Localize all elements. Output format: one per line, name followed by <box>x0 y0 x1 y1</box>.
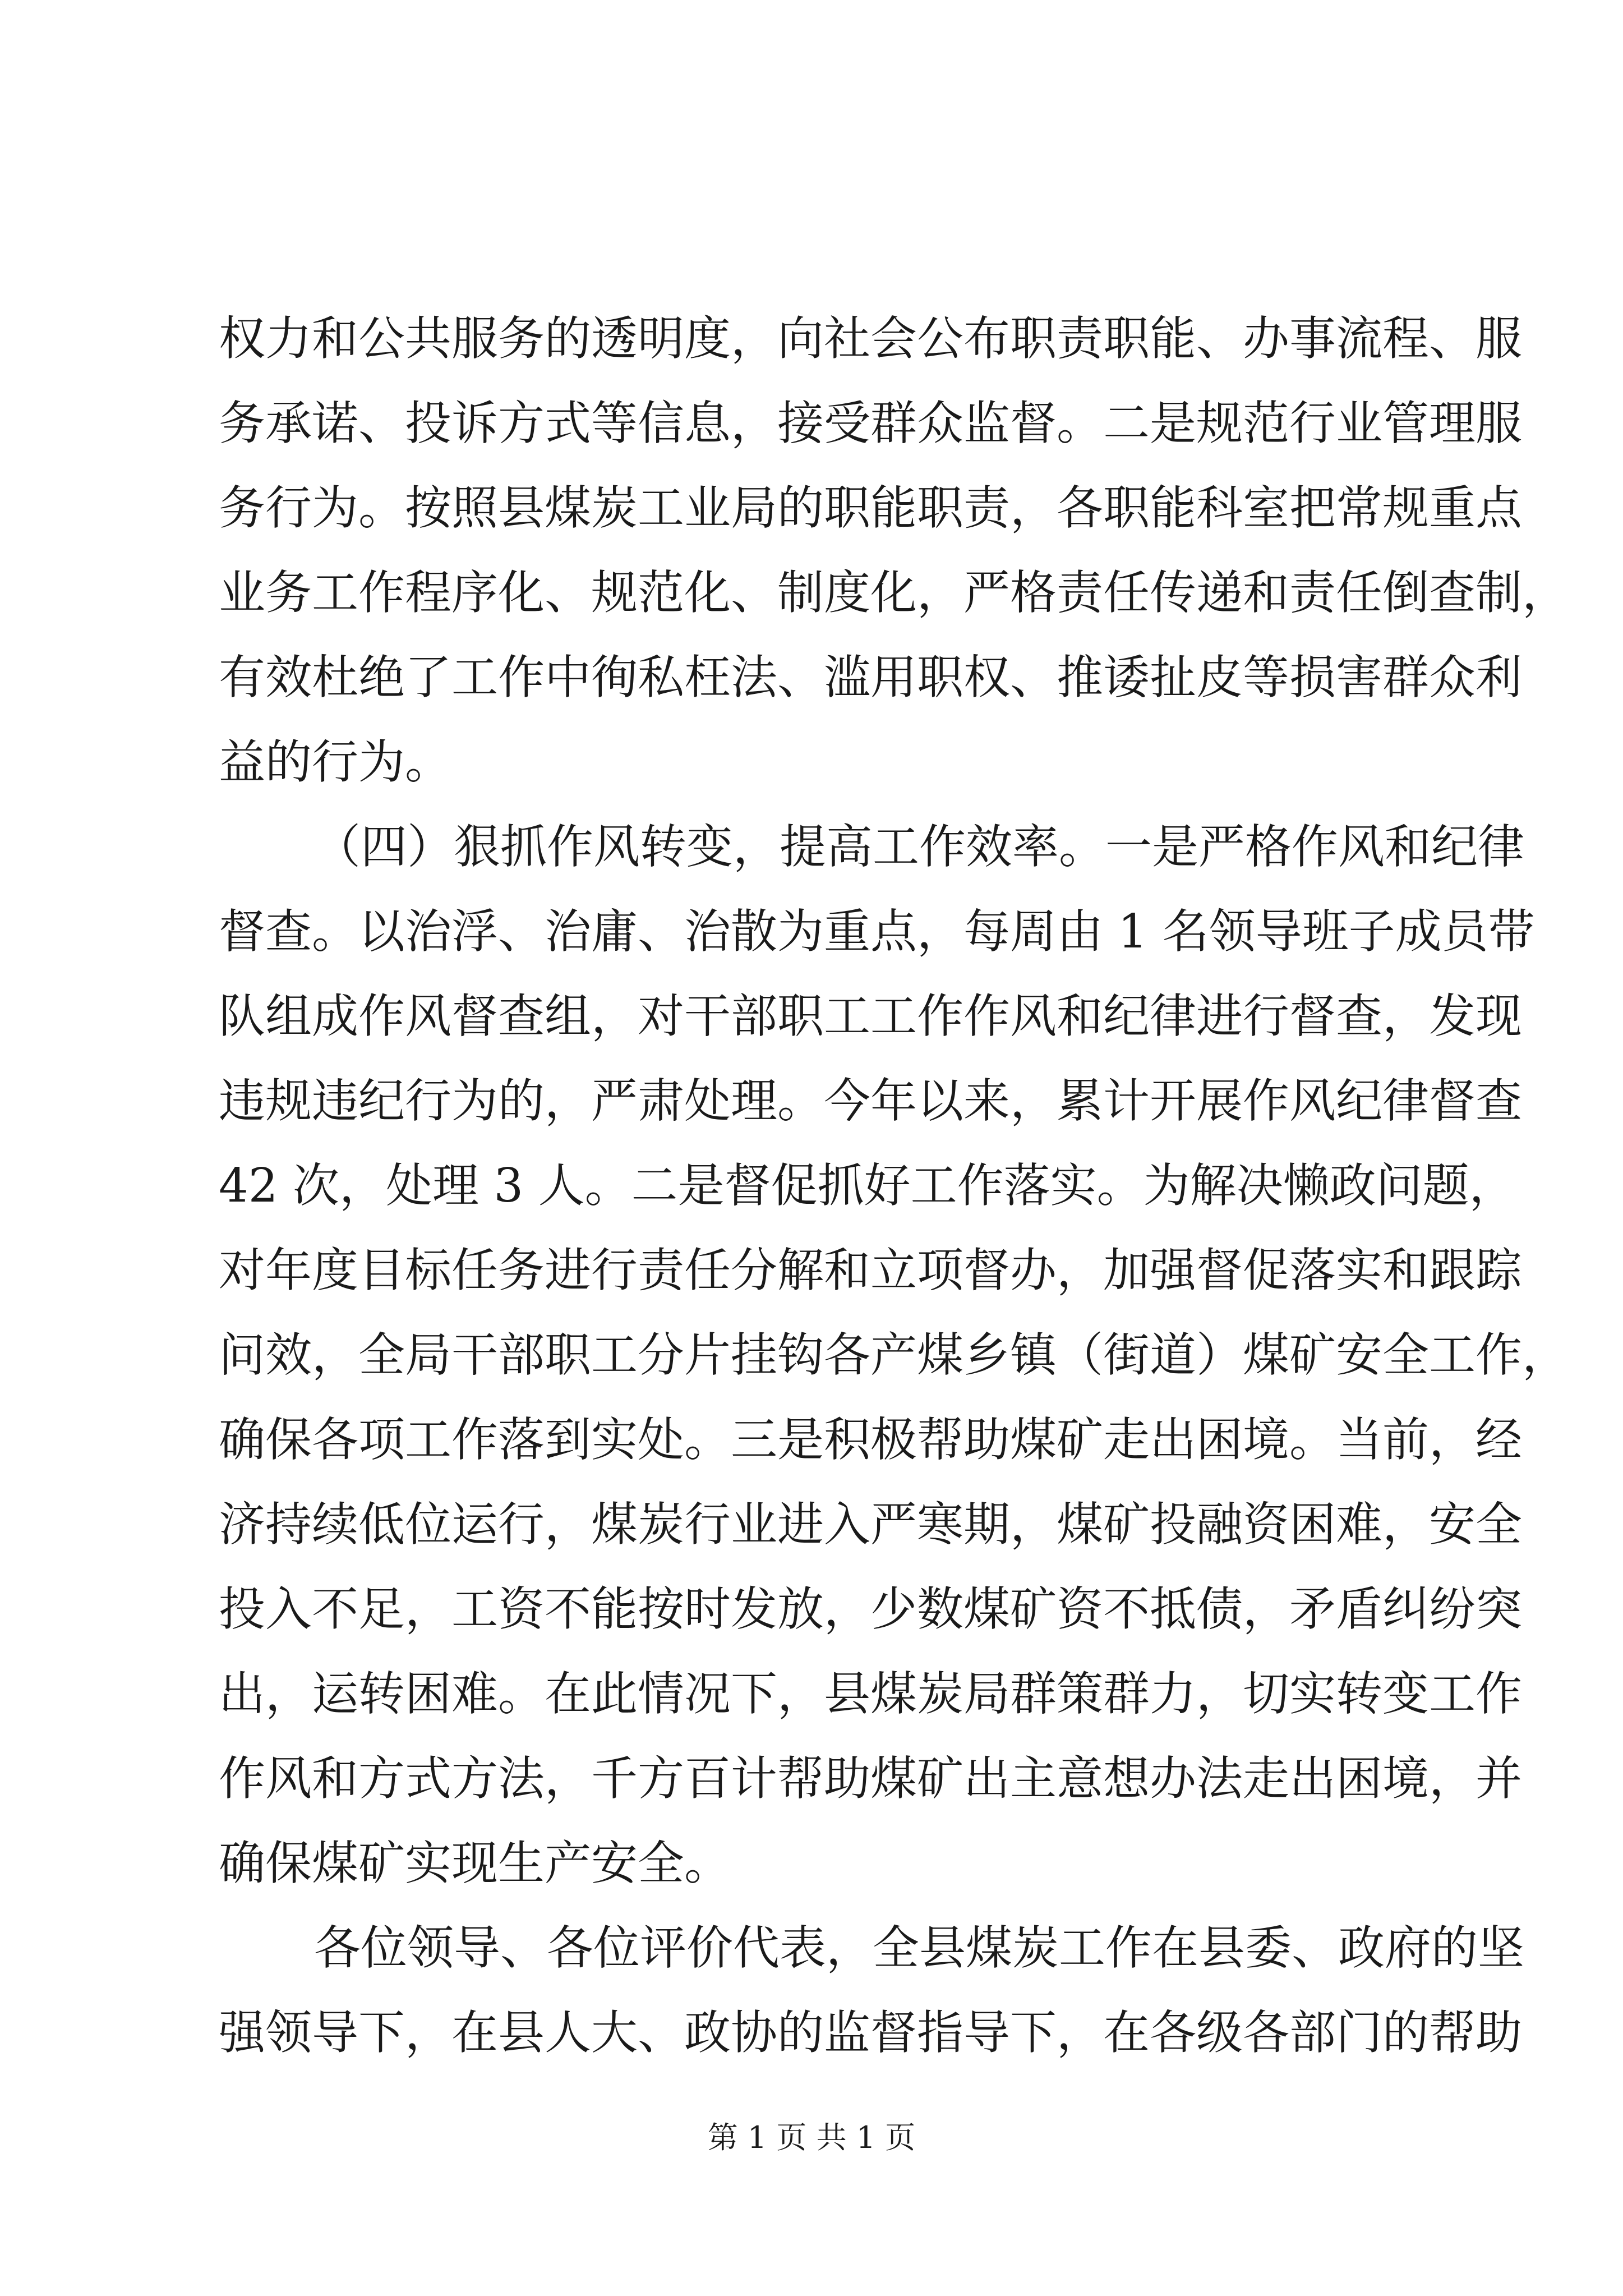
text-line: 确保煤矿实现生产安全。 <box>219 1836 731 1890</box>
text-line: 权力和公共服务的透明度，向社会公布职责职能、办事流程、服 <box>219 311 1522 366</box>
text-line: 队组成作风督查组，对干部职工工作作风和纪律进行督查，发现 <box>219 989 1522 1043</box>
text-line: 42 次，处理 3 人。二是督促抓好工作落实。为解决懒政问题， <box>219 1158 1516 1213</box>
text-line: 作风和方式方法，千方百计帮助煤矿出主意想办法走出困境，并 <box>219 1751 1522 1806</box>
text-line: 益的行为。 <box>219 735 451 789</box>
page-number-label: 第 1 页 共 1 页 <box>707 2120 916 2155</box>
text-line: 违规违纪行为的，严肃处理。今年以来，累计开展作风纪律督查 <box>219 1074 1522 1128</box>
text-line: 问效，全局干部职工分片挂钩各产煤乡镇（街道）煤矿安全工作， <box>219 1328 1569 1382</box>
text-line: 督查。以治浮、治庸、治散为重点，每周由 1 名领导班子成员带 <box>219 904 1535 959</box>
text-line: 务行为。按照县煤炭工业局的职能职责，各职能科室把常规重点 <box>219 481 1522 535</box>
text-line: 务承诺、投诉方式等信息，接受群众监督。二是规范行业管理服 <box>219 396 1522 450</box>
text-line: 出，运转困难。在此情况下，县煤炭局群策群力，切实转变工作 <box>219 1667 1522 1721</box>
text-line: 各位领导、各位评价代表，全县煤炭工作在县委、政府的坚 <box>314 1921 1524 1975</box>
text-line: 对年度目标任务进行责任分解和立项督办，加强督促落实和跟踪 <box>219 1243 1522 1297</box>
page-footer <box>0 2118 1623 2157</box>
text-line: 有效杜绝了工作中徇私枉法、滥用职权、推诿扯皮等损害群众利 <box>219 650 1522 705</box>
text-line: 确保各项工作落到实处。三是积极帮助煤矿走出困境。当前，经 <box>219 1412 1522 1467</box>
text-line: 济持续低位运行，煤炭行业进入严寒期，煤矿投融资困难，安全 <box>219 1497 1522 1552</box>
text-line: 投入不足，工资不能按时发放，少数煤矿资不抵债，矛盾纠纷突 <box>219 1582 1522 1636</box>
paragraph-heading-line: （四）狠抓作风转变，提高工作效率。一是严格作风和纪律 <box>314 820 1524 874</box>
text-line: 强领导下，在县人大、政协的监督指导下，在各级各部门的帮助 <box>219 2005 1522 2060</box>
document-body <box>219 296 1569 2075</box>
text-line: 业务工作程序化、规范化、制度化，严格责任传递和责任倒查制， <box>219 565 1569 620</box>
